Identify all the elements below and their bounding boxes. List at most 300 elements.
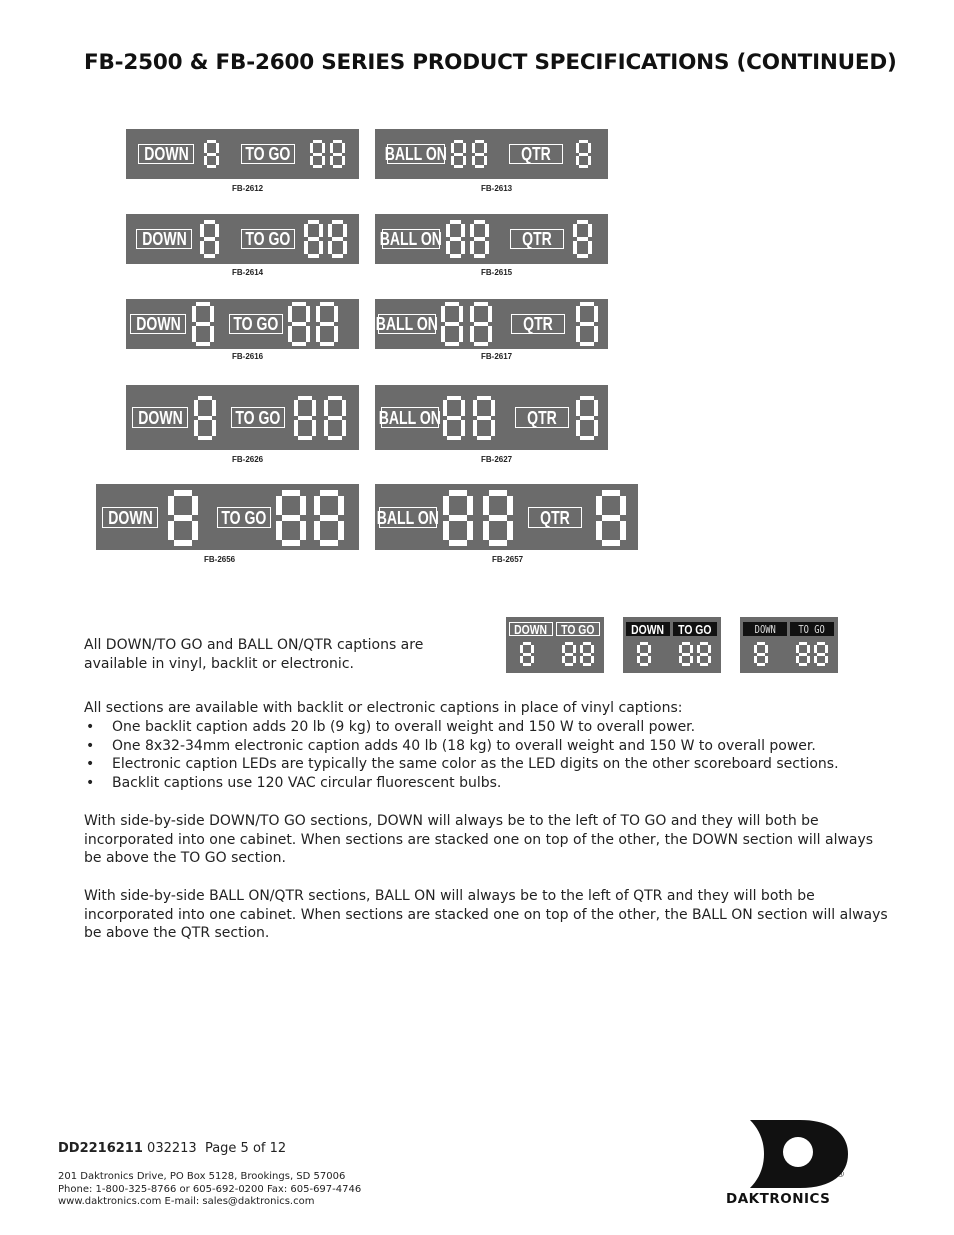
digit-8 (328, 220, 347, 258)
digit-segment (523, 642, 531, 645)
digit-segment (577, 237, 588, 241)
digit-segment (446, 224, 450, 237)
digit-segment (588, 241, 592, 254)
digit-segment (333, 153, 342, 156)
digit-segment (757, 663, 765, 666)
digit-segment (304, 224, 308, 237)
digit-segment (523, 653, 531, 656)
digit-segment (212, 420, 216, 436)
paragraph-line: incorporated into one cabinet. When sections are stacked one on top of the other, the BALL ON section will always (84, 906, 888, 923)
digit-segment (319, 241, 323, 254)
digit-segment (328, 241, 332, 254)
digit-segment (306, 306, 310, 322)
digit-segment (507, 521, 513, 540)
digit-segment (690, 645, 693, 653)
digit-segment (215, 241, 219, 254)
document-id: DD2216211 (58, 1141, 143, 1156)
digit-segment (192, 326, 196, 342)
digit-segment (484, 156, 487, 166)
digit-segment (765, 656, 768, 664)
digit-segment (467, 521, 473, 540)
digit-8 (194, 396, 216, 440)
digit-segment (300, 496, 306, 515)
digit-segment (576, 156, 579, 166)
digit-segment (602, 515, 620, 521)
digit-segment (483, 521, 489, 540)
digit-segment (765, 645, 768, 653)
digit-segment (276, 496, 282, 515)
qtr-caption: QTR (515, 407, 569, 428)
digit-segment (443, 420, 447, 436)
digit-segment (216, 156, 219, 166)
digit-segment (700, 663, 708, 666)
digit-segment (682, 663, 690, 666)
digit-segment (602, 540, 620, 546)
to-go-caption: TO GO (790, 622, 834, 636)
digit-segment (282, 515, 300, 521)
digit-segment (342, 156, 345, 166)
down-caption: DOWN (138, 144, 194, 164)
digit-segment (620, 496, 626, 515)
ball-on-caption: BALL ON (376, 507, 440, 528)
digit-segment (204, 254, 215, 258)
footer-phone: Phone: 1-800-325-8766 or 605-692-0200 Fax: 605-697-4746 (58, 1183, 362, 1195)
digit-segment (320, 302, 334, 306)
digit-segment (580, 436, 594, 440)
digit-segment (475, 165, 484, 168)
to-go-caption: TO GO (241, 144, 295, 164)
digit-segment (447, 436, 461, 440)
digit-segment (447, 416, 461, 420)
digit-segment (308, 220, 319, 224)
digit-segment (580, 342, 594, 346)
digit-segment (489, 540, 507, 546)
digit-segment (576, 143, 579, 153)
scoreboard-fb-2617 (375, 299, 608, 349)
digit-segment (174, 540, 192, 546)
digit-8 (814, 642, 828, 666)
digit-segment (333, 140, 342, 143)
digit-segment (207, 140, 216, 143)
digit-segment (757, 642, 765, 645)
digit-segment (640, 663, 648, 666)
digit-8 (576, 140, 591, 168)
digit-8 (472, 140, 487, 168)
digit-segment (215, 224, 219, 237)
model-label-fb-2612: FB-2612 (232, 184, 264, 193)
down-caption: DOWN (102, 507, 158, 528)
digit-8 (314, 490, 344, 546)
digit-segment (474, 237, 485, 241)
digit-segment (282, 490, 300, 496)
digit-8 (443, 490, 473, 546)
digit-8 (304, 220, 323, 258)
digit-segment (194, 400, 198, 416)
digit-8 (796, 642, 810, 666)
digit-segment (475, 153, 484, 156)
digit-segment (562, 645, 565, 653)
digit-segment (700, 642, 708, 645)
list-item: • Electronic caption LEDs are typically the same color as the LED digits on the other scoreboard sections. (84, 755, 839, 774)
digit-segment (342, 420, 346, 436)
list-item: • Backlit captions use 120 VAC circular fluorescent bulbs. (84, 774, 839, 793)
digit-segment (204, 237, 215, 241)
to-go-caption: TO GO (217, 507, 271, 528)
digit-segment (474, 322, 488, 326)
digit-segment (757, 653, 765, 656)
digit-segment (477, 416, 491, 420)
digit-segment (807, 656, 810, 664)
scoreboard-fb-2615 (375, 214, 608, 264)
digit-segment (648, 645, 651, 653)
model-label-fb-2617: FB-2617 (481, 352, 513, 361)
digit-segment (576, 400, 580, 416)
digit-segment (320, 515, 338, 521)
digit-segment (817, 663, 825, 666)
digit-segment (322, 143, 325, 153)
model-label-fb-2657: FB-2657 (492, 555, 524, 564)
ball-on-caption: BALL ON (379, 229, 443, 249)
model-label-fb-2626: FB-2626 (232, 455, 264, 464)
ball-on-caption: BALL ON (375, 314, 439, 334)
digit-segment (338, 521, 344, 540)
digit-segment (474, 342, 488, 346)
digit-segment (591, 656, 594, 664)
digit-segment (310, 143, 313, 153)
digit-segment (577, 220, 588, 224)
digit-8 (679, 642, 693, 666)
digit-segment (447, 396, 461, 400)
model-label-fb-2627: FB-2627 (481, 455, 513, 464)
digit-8 (276, 490, 306, 546)
digit-segment (210, 306, 214, 322)
digit-segment (573, 224, 577, 237)
down-caption: DOWN (743, 622, 787, 636)
digit-segment (679, 656, 682, 664)
digit-segment (450, 220, 461, 224)
digit-segment (697, 645, 700, 653)
digit-segment (472, 143, 475, 153)
digit-segment (441, 306, 445, 322)
digit-segment (324, 420, 328, 436)
digit-segment (308, 237, 319, 241)
digit-segment (531, 656, 534, 664)
digit-segment (192, 496, 198, 515)
digit-8 (451, 140, 466, 168)
digit-segment (292, 342, 306, 346)
digit-8 (473, 396, 495, 440)
digit-8 (441, 302, 463, 346)
digit-segment (174, 490, 192, 496)
digit-segment (328, 416, 342, 420)
digit-segment (319, 224, 323, 237)
digit-segment (320, 540, 338, 546)
digit-segment (477, 436, 491, 440)
digit-segment (312, 400, 316, 416)
digit-8 (697, 642, 711, 666)
digit-segment (807, 645, 810, 653)
digit-segment (343, 241, 347, 254)
digit-segment (463, 143, 466, 153)
digit-segment (580, 322, 594, 326)
digit-segment (332, 237, 343, 241)
digit-segment (316, 306, 320, 322)
digit-segment (292, 322, 306, 326)
digit-8 (520, 642, 534, 666)
digit-segment (576, 326, 580, 342)
digit-segment (200, 241, 204, 254)
digit-segment (445, 342, 459, 346)
digit-segment (324, 400, 328, 416)
digit-segment (594, 306, 598, 322)
digit-segment (292, 302, 306, 306)
digit-segment (682, 642, 690, 645)
digit-segment (620, 521, 626, 540)
digit-8 (596, 490, 626, 546)
digit-segment (338, 496, 344, 515)
digit-segment (313, 165, 322, 168)
digit-segment (298, 396, 312, 400)
caption-bullet-list (84, 718, 839, 792)
digit-segment (470, 224, 474, 237)
digit-segment (708, 656, 711, 664)
ball-on-caption: BALL ON (378, 407, 442, 428)
digit-segment (454, 140, 463, 143)
digit-segment (796, 645, 799, 653)
digit-segment (825, 645, 828, 653)
digit-segment (449, 540, 467, 546)
digit-8 (294, 396, 316, 440)
list-item: • One backlit caption adds 20 lb (9 kg) to overall weight and 150 W to overall power. (84, 718, 839, 737)
digit-segment (576, 420, 580, 436)
digit-segment (489, 515, 507, 521)
digit-segment (825, 656, 828, 664)
digit-segment (276, 521, 282, 540)
digit-segment (596, 521, 602, 540)
digit-segment (449, 515, 467, 521)
scoreboard-fb-2627 (375, 385, 608, 450)
digit-8 (446, 220, 465, 258)
digit-segment (640, 642, 648, 645)
digit-segment (562, 656, 565, 664)
digit-segment (441, 326, 445, 342)
digit-8 (470, 302, 492, 346)
digit-segment (451, 143, 454, 153)
to-go-caption: TO GO (231, 407, 285, 428)
digit-segment (342, 143, 345, 153)
digit-segment (332, 220, 343, 224)
digit-segment (565, 653, 573, 656)
digit-segment (320, 490, 338, 496)
digit-segment (817, 653, 825, 656)
digit-8 (288, 302, 310, 346)
digit-segment (196, 322, 210, 326)
digit-segment (583, 642, 591, 645)
digit-segment (328, 436, 342, 440)
digit-segment (708, 645, 711, 653)
digit-segment (576, 306, 580, 322)
digit-8 (470, 220, 489, 258)
digit-segment (304, 241, 308, 254)
digit-segment (322, 156, 325, 166)
digit-segment (288, 306, 292, 322)
digit-8 (483, 490, 513, 546)
digit-segment (573, 645, 576, 653)
digit-segment (580, 656, 583, 664)
model-label-fb-2616: FB-2616 (232, 352, 264, 361)
digit-segment (485, 241, 489, 254)
down-caption: DOWN (130, 314, 186, 334)
digit-segment (475, 140, 484, 143)
digit-segment (799, 663, 807, 666)
digit-segment (449, 490, 467, 496)
digit-segment (594, 326, 598, 342)
paragraph-line: be above the QTR section. (84, 925, 270, 942)
digit-segment (294, 420, 298, 436)
digit-segment (314, 496, 320, 515)
digit-segment (196, 302, 210, 306)
digit-segment (565, 663, 573, 666)
digit-8 (576, 302, 598, 346)
digit-segment (200, 224, 204, 237)
paragraph-line: be above the TO GO section. (84, 850, 286, 867)
digit-segment (470, 306, 474, 322)
digit-8 (637, 642, 651, 666)
digit-segment (342, 400, 346, 416)
qtr-caption: QTR (511, 314, 565, 334)
scoreboard-fb-2626 (126, 385, 359, 450)
digit-segment (212, 400, 216, 416)
digit-segment (328, 396, 342, 400)
digit-segment (316, 326, 320, 342)
digit-segment (472, 156, 475, 166)
digit-8 (330, 140, 345, 168)
digit-segment (204, 220, 215, 224)
registered-mark: ® (836, 1170, 845, 1180)
scoreboard-fb-2657 (375, 484, 638, 550)
digit-segment (314, 521, 320, 540)
digit-segment (168, 496, 174, 515)
digit-segment (454, 165, 463, 168)
digit-segment (313, 140, 322, 143)
digit-segment (591, 645, 594, 653)
digit-segment (198, 416, 212, 420)
digit-8 (192, 302, 214, 346)
digit-segment (194, 420, 198, 436)
digit-segment (754, 656, 757, 664)
digit-segment (648, 656, 651, 664)
footer-web: www.daktronics.com E-mail: sales@daktronics.com (58, 1196, 315, 1208)
digit-segment (596, 496, 602, 515)
digit-segment (690, 656, 693, 664)
footer-address: 201 Daktronics Drive, PO Box 5128, Brookings, SD 57006 (58, 1171, 346, 1182)
digit-segment (697, 656, 700, 664)
digit-segment (580, 396, 594, 400)
digit-segment (583, 663, 591, 666)
digit-segment (467, 496, 473, 515)
scoreboard-fb-2612 (126, 129, 359, 179)
digit-segment (210, 326, 214, 342)
paragraph-line: incorporated into one cabinet. When sections are stacked one on top of the other, the DOWN section will always (84, 831, 874, 848)
digit-8 (562, 642, 576, 666)
model-label-fb-2656: FB-2656 (204, 555, 236, 564)
page-title: FB-2500 & FB-2600 SERIES PRODUCT SPECIFICATIONS (CONTINUED) (84, 50, 897, 75)
digit-segment (520, 645, 523, 653)
digit-segment (489, 490, 507, 496)
digit-segment (192, 521, 198, 540)
caption-sample-backlit (623, 617, 721, 673)
digit-segment (450, 254, 461, 258)
digit-segment (207, 165, 216, 168)
document-id-line (58, 1141, 286, 1156)
digit-segment (579, 153, 588, 156)
down-to-go-paragraph (84, 812, 873, 868)
digit-segment (491, 400, 495, 416)
ball-on-caption: BALL ON (384, 144, 448, 164)
digit-segment (450, 237, 461, 241)
digit-segment (332, 254, 343, 258)
digit-segment (334, 326, 338, 342)
digit-segment (330, 156, 333, 166)
digit-segment (298, 416, 312, 420)
digit-segment (334, 306, 338, 322)
scoreboard-fb-2616 (126, 299, 359, 349)
digit-segment (580, 302, 594, 306)
digit-segment (577, 254, 588, 258)
digit-segment (796, 656, 799, 664)
digit-segment (168, 521, 174, 540)
digit-segment (306, 326, 310, 342)
digit-segment (640, 653, 648, 656)
digit-segment (312, 420, 316, 436)
digit-segment (488, 326, 492, 342)
digit-segment (594, 400, 598, 416)
digit-segment (446, 241, 450, 254)
down-caption: DOWN (132, 407, 188, 428)
digit-segment (473, 400, 477, 416)
digit-segment (602, 490, 620, 496)
digit-segment (343, 224, 347, 237)
digit-segment (573, 656, 576, 664)
to-go-caption: TO GO (673, 622, 717, 636)
digit-segment (485, 224, 489, 237)
digit-segment (445, 302, 459, 306)
digit-segment (814, 645, 817, 653)
digit-segment (454, 153, 463, 156)
digit-segment (333, 165, 342, 168)
digit-segment (328, 224, 332, 237)
digit-segment (588, 143, 591, 153)
digit-segment (216, 143, 219, 153)
digit-segment (754, 645, 757, 653)
digit-segment (520, 656, 523, 664)
caption-sample-electronic (740, 617, 838, 673)
digit-segment (443, 496, 449, 515)
digit-segment (463, 156, 466, 166)
digit-segment (470, 241, 474, 254)
down-caption: DOWN (626, 622, 670, 636)
digit-segment (300, 521, 306, 540)
paragraph-line: With side-by-side BALL ON/QTR sections, BALL ON will always be to the left of QTR and they will both be (84, 888, 815, 904)
digit-segment (320, 342, 334, 346)
digit-segment (488, 306, 492, 322)
digit-segment (313, 153, 322, 156)
digit-segment (817, 642, 825, 645)
daktronics-wordmark: DAKTRONICS (726, 1191, 831, 1207)
digit-segment (579, 140, 588, 143)
to-go-caption: TO GO (241, 229, 295, 249)
digit-segment (594, 420, 598, 436)
